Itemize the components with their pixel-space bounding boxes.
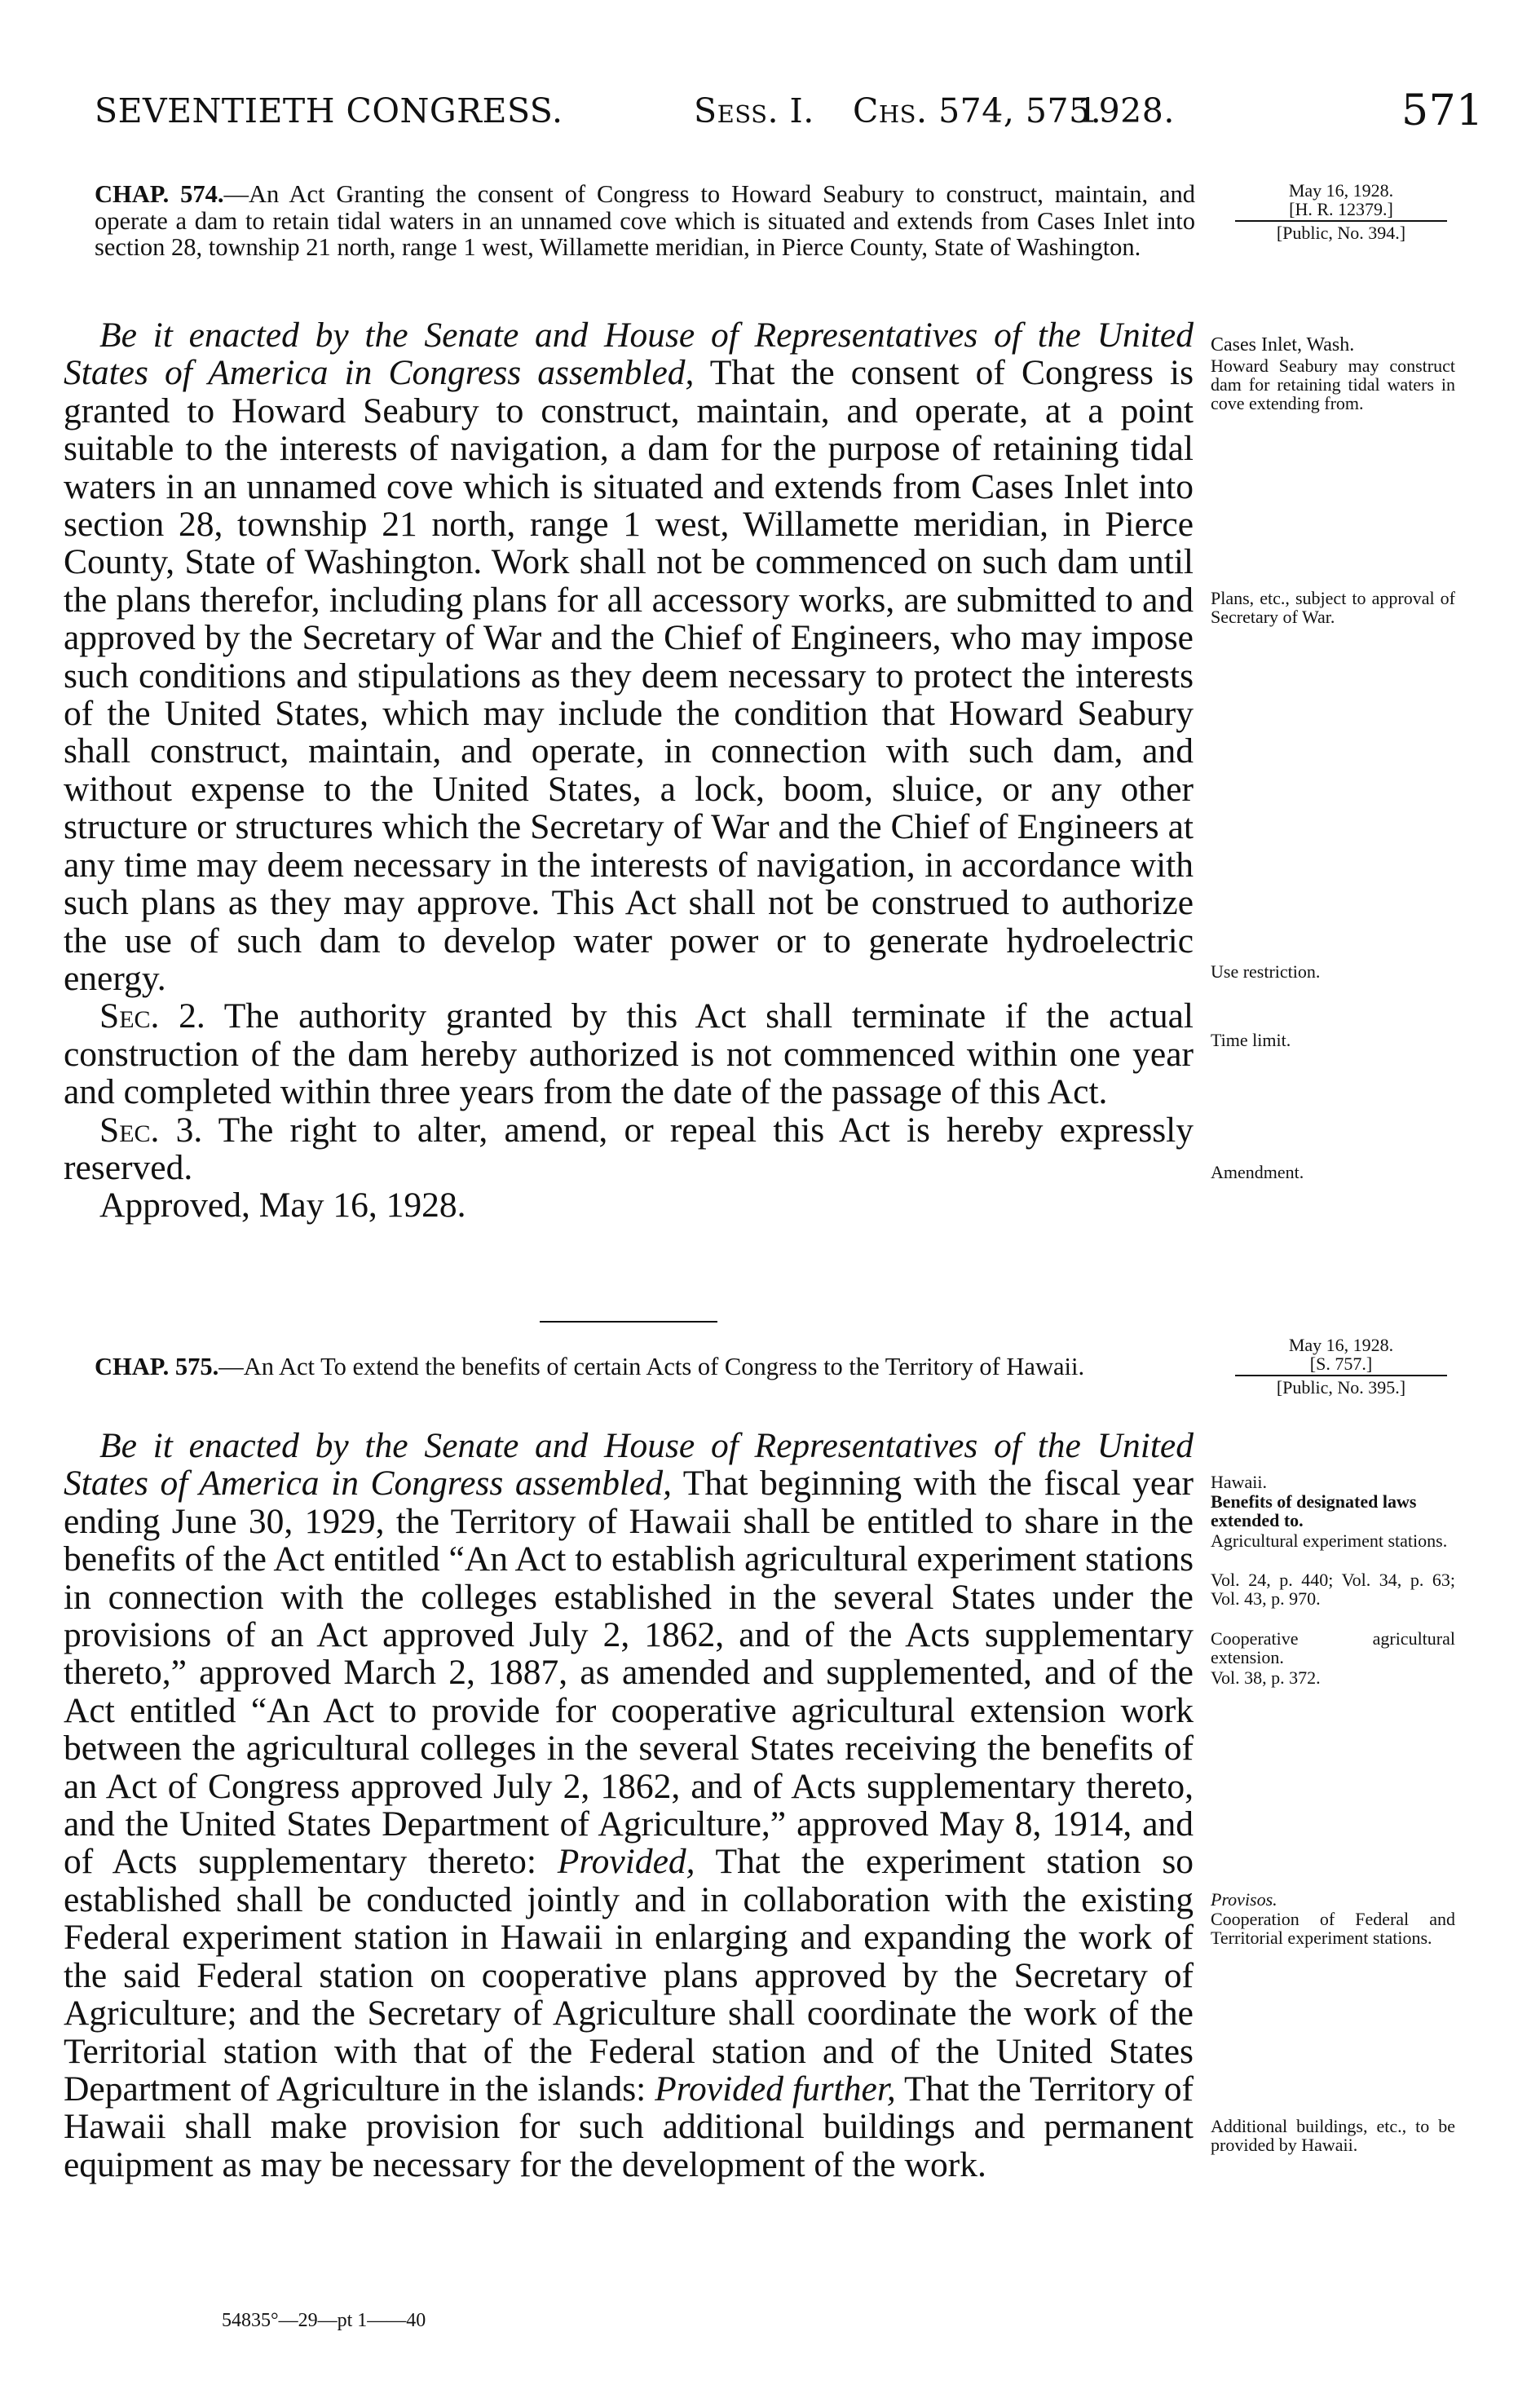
note-additional: Additional buildings, etc., to be provided by Hawaii.	[1211, 2116, 1455, 2155]
note-vol-38: Vol. 38, p. 372.	[1211, 1667, 1321, 1688]
enacting-clause-575: Be it enacted by the Senate and House of Representatives of the United States of America in Congress assembled,	[64, 1426, 1194, 1504]
provided-2: Provided further,	[655, 2069, 896, 2109]
chap-574-title: —An Act Granting the consent of Congress to Howard Seabury to construct, maintain, and operate a dam to retain tidal waters in an unnamed cove which is situated and extends from Cases Inlet into section 28, township 21 north, range 1 west, Willamette meridian, in Pierce County, State of Washington.	[95, 180, 1195, 261]
note-provisos: Provisos.	[1211, 1889, 1277, 1910]
note-amendment: Amendment.	[1211, 1162, 1304, 1182]
chap-574-sec-3: The right to alter, amend, or repeal this Act is hereby expressly reserved.	[64, 1110, 1194, 1187]
chapter-divider	[540, 1321, 717, 1323]
note-plans: Plans, etc., subject to approval of Secretary of War.	[1211, 588, 1455, 627]
chap-574-bill: [H. R. 12379.]	[1289, 199, 1393, 219]
margin-notes-575	[1211, 0, 1455, 2365]
sec-3-label: Sec. 3.	[99, 1110, 203, 1150]
chap-575-text-c: That the Territory of Hawaii shall make provision for such additional buildings and permanent equipment as may be necessary for the development of the work.	[64, 2069, 1194, 2184]
note-hawaii: Hawaii.	[1211, 1472, 1268, 1492]
note-cooperation: Cooperation of Federal and Territorial experiment stations.	[1211, 1909, 1455, 1948]
note-seabury-dam: Howard Seabury may construct dam for retaining tidal waters in cove extending from.	[1211, 356, 1455, 413]
chapters-label: Chs. 574, 575.	[853, 91, 1102, 130]
sec-2-label: Sec. 2.	[99, 996, 205, 1036]
approved-line: Approved, May 16, 1928.	[99, 1186, 466, 1225]
chapter-574-caption	[95, 181, 1195, 261]
chap-574-label: CHAP. 574.	[95, 180, 224, 208]
chap-575-text-b: That the experiment station so established shall be conducted jointly and in collaboration with the existing Federal experiment station in Hawaii in enlarging and expanding the work of the said Federal station on cooperative plans approved by the Secretary of Agriculture; and the Secretary of Agriculture shall coordinate the work of the Territorial station with that of the Federal station and of the United States Department of Agriculture in the islands:	[64, 1842, 1194, 2109]
note-cases-inlet: Cases Inlet, Wash.	[1211, 334, 1355, 356]
chap-574-public: [Public, No. 394.]	[1276, 223, 1406, 243]
chapter-575-caption	[95, 1354, 1195, 1380]
provided-1: Provided,	[557, 1842, 695, 1882]
congress-title: SEVENTIETH CONGRESS.	[95, 91, 563, 130]
chapter-574-body	[64, 316, 1194, 1225]
print-code: 54835°—29—pt 1——40	[222, 2310, 426, 2331]
chapter-575-body	[64, 1427, 1194, 2184]
note-use-restriction: Use restriction.	[1211, 961, 1321, 982]
note-time-limit: Time limit.	[1211, 1030, 1291, 1050]
page-number: 571	[1401, 86, 1484, 135]
chap-575-label: CHAP. 575.	[95, 1353, 219, 1380]
note-benefits: Benefits of designated laws extended to.	[1211, 1491, 1417, 1530]
note-cooperative: Cooperative agricultural extension.	[1211, 1628, 1455, 1667]
chap-575-bill: [S. 757.]	[1309, 1354, 1373, 1374]
chap-575-text-a: That beginning with the fiscal year ending June 30, 1929, the Territory of Hawaii shall be entitled to share in the benefits of the Act entitled “An Act to establish agricultural experiment stations in connection with the colleges established in the several States under the provisions of an Act approved July 2, 1862, and of the Acts supplementary thereto,” approved March 2, 1887, as amended and supplemented, and of the Act entitled “An Act to provide for cooperative agricultural extension work between the agricultural colleges in the several States receiving the benefits of an Act of Congress approved July 2, 1862, and of Acts supplementary thereto, and the United States Department of Agriculture,” approved May 8, 1914, and of Acts supplementary thereto:	[64, 1464, 1194, 1882]
chap-575-date: May 16, 1928.	[1288, 1335, 1394, 1355]
chap-574-sec-2: The authority granted by this Act shall terminate if the actual construction of the dam hereby authorized is not commenced within one year and completed within three years from the date of the passage of this Act.	[64, 996, 1194, 1112]
chap-575-public: [Public, No. 395.]	[1276, 1377, 1406, 1398]
note-vol-24: Vol. 24, p. 440; Vol. 34, p. 63; Vol. 43, p. 970.	[1211, 1570, 1455, 1609]
enacting-clause-574: Be it enacted by the Senate and House of Representatives of the United States of America in Congress assembled,	[64, 316, 1194, 393]
chap-574-para-1: That the consent of Congress is granted to Howard Seabury to construct, maintain, and operate, at a point suitable to the interests of navigation, a dam for the purpose of retaining tidal waters in an unnamed cove which is situated and extends from Cases Inlet into section 28, township 21 north, range 1 west, Willamette meridian, in Pierce County, State of Washington. Work shall not be commenced on such dam until the plans therefor, including plans for all accessory works, are submitted to and approved by the Secretary of War and the Chief of Engineers, who may impose such conditions and stipulations as they deem necessary to protect the interests of the United States, which may include the condition that Howard Seabury shall construct, maintain, and operate, in connection with such dam, and without expense to the United States, a lock, boom, sluice, or any other structure or structures which the Secretary of War and the Chief of Engineers at any time may deem necessary in the interests of navigation, in accordance with such plans as they may approve. This Act shall not be construed to authorize the use of such dam to develop water power or to generate hydroelectric energy.	[64, 353, 1194, 998]
note-agricultural: Agricultural experiment stations.	[1211, 1530, 1448, 1551]
year-label: 1928.	[1077, 91, 1175, 130]
chap-574-date: May 16, 1928.	[1288, 180, 1394, 201]
session-label: Sess. I.	[694, 91, 814, 130]
chap-575-title: —An Act To extend the benefits of certain Acts of Congress to the Territory of Hawaii.	[218, 1353, 1085, 1380]
